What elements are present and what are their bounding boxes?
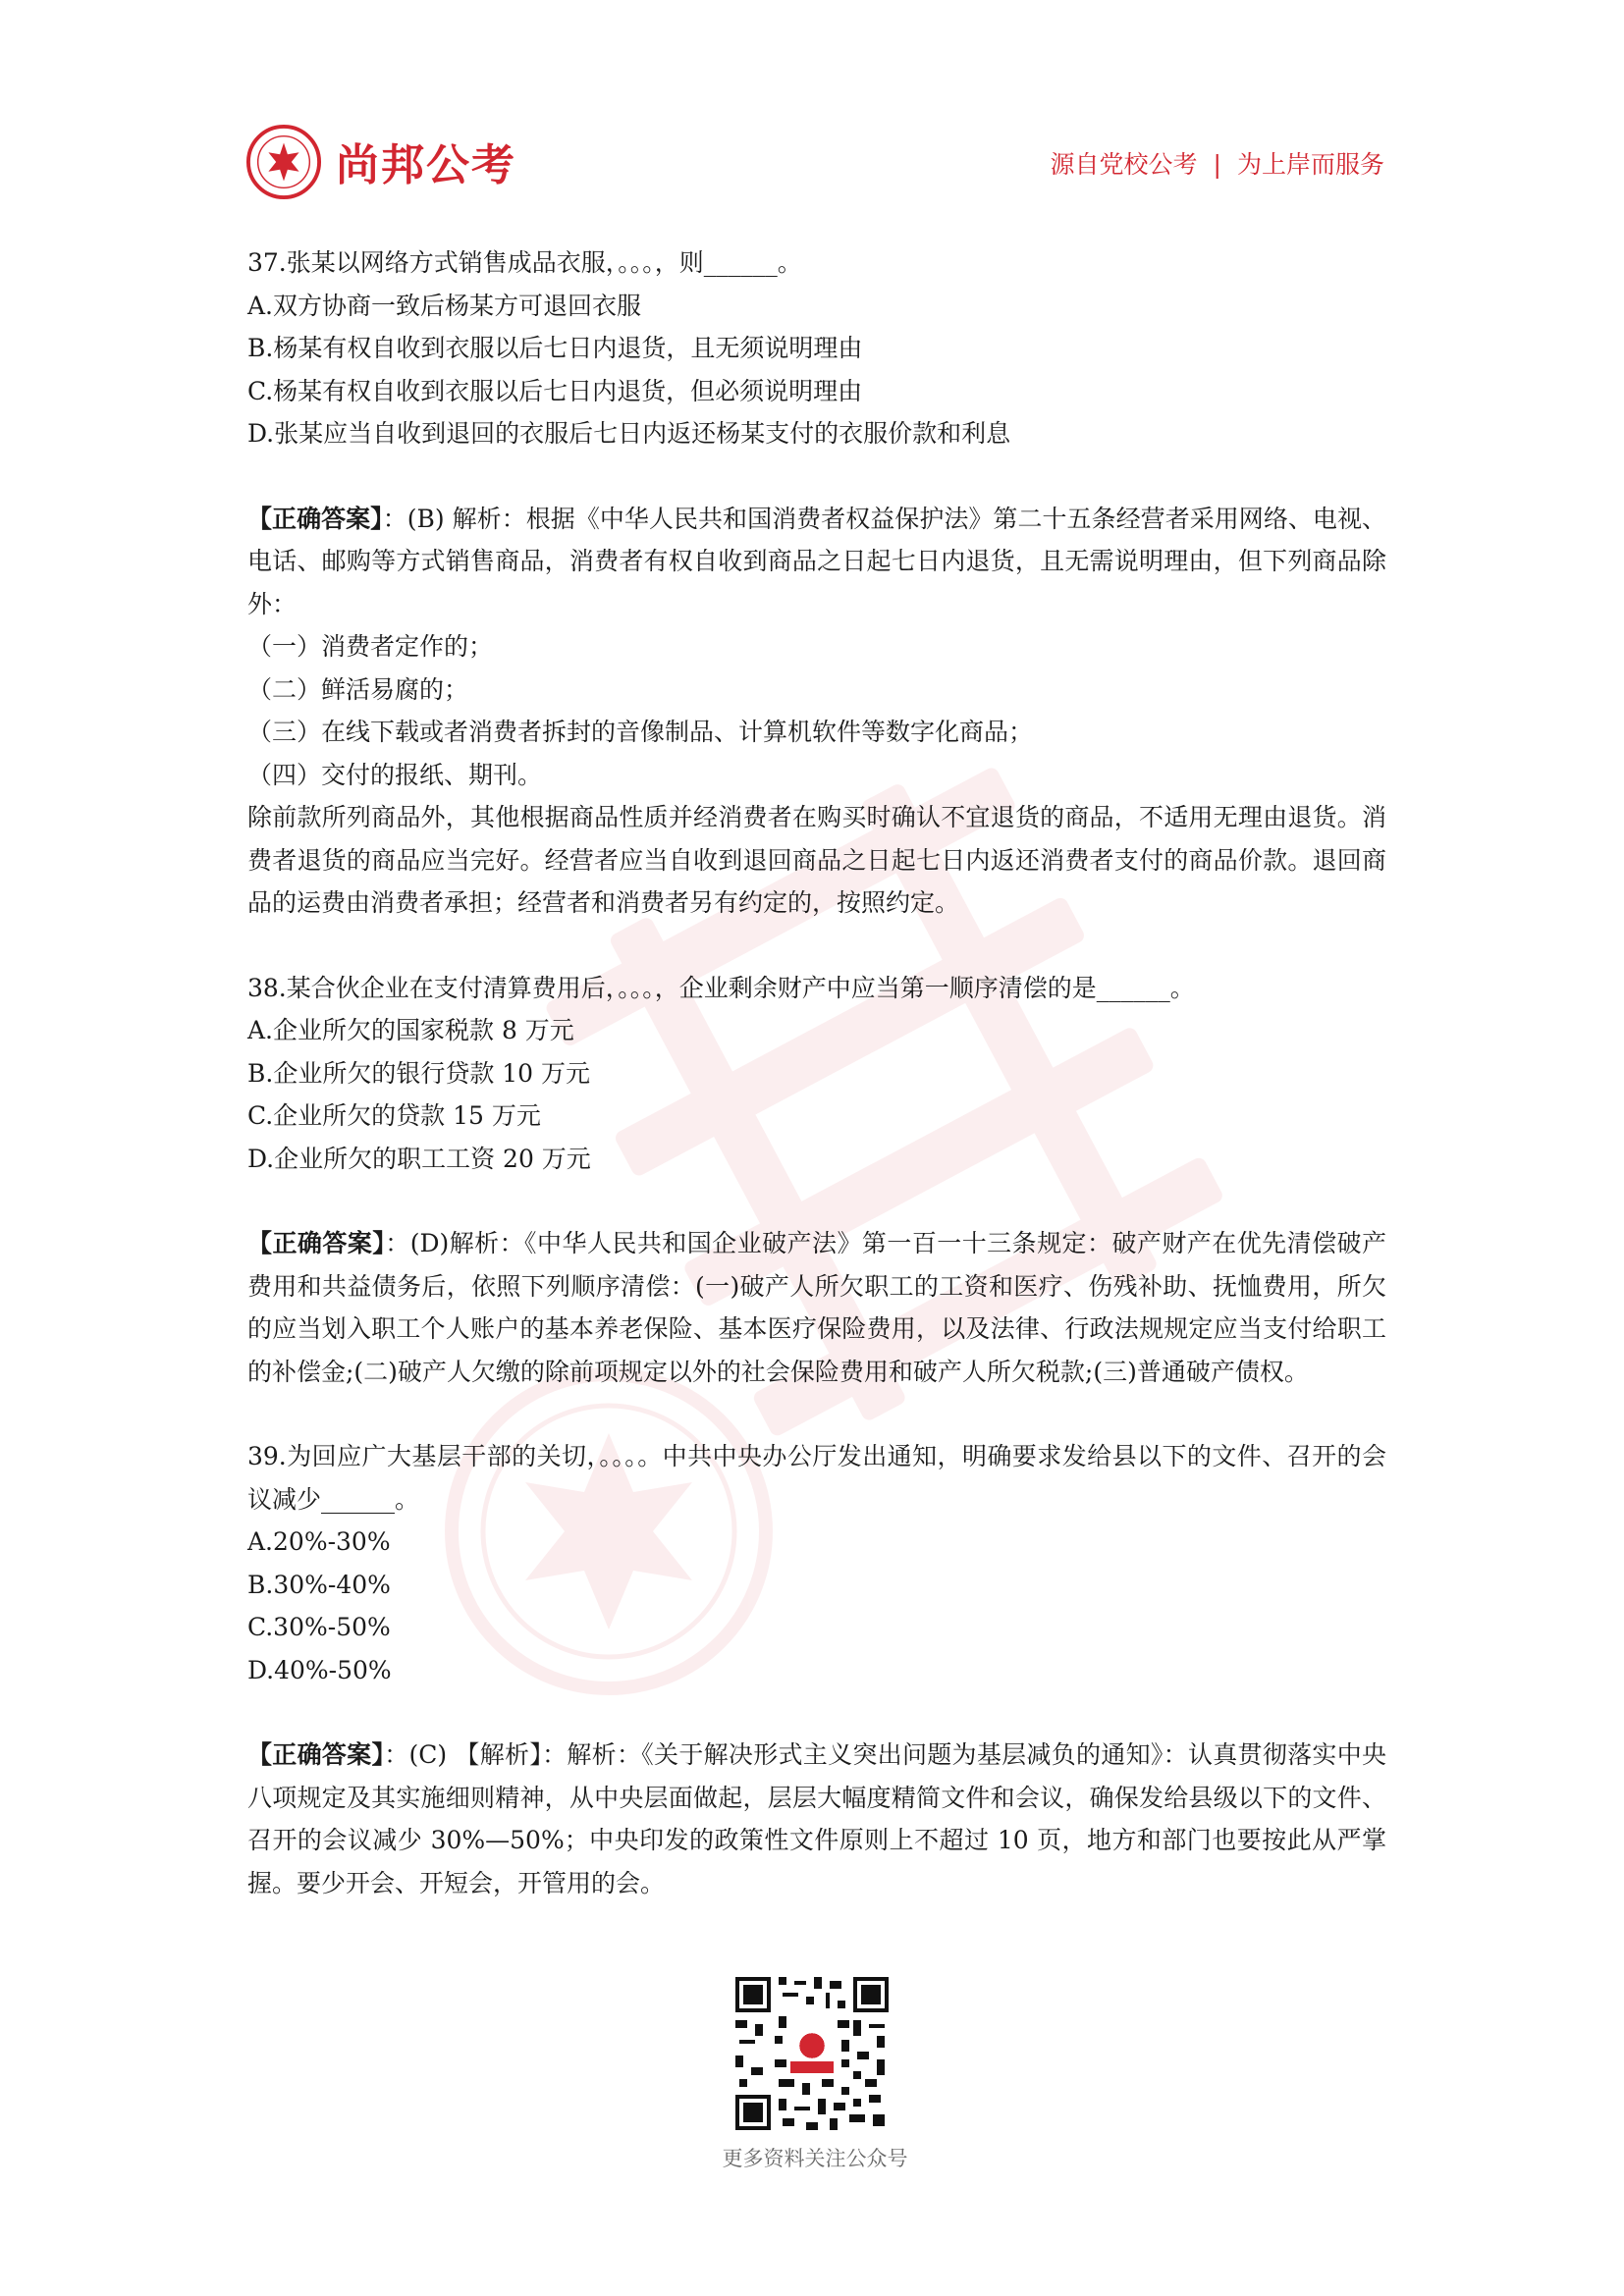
- question-stem: 39.为回应广大基层干部的关切，。。。。中共中央办公厅发出通知，明确要求发给县以下的文件、召开的会议减少______。: [247, 1442, 1386, 1514]
- answer-item: （二）鲜活易腐的；: [247, 674, 469, 704]
- qr-caption: 更多资料关注公众号: [722, 2147, 908, 2170]
- header-slogan: [1051, 145, 1384, 181]
- option-c: C.企业所欠的贷款 15 万元: [247, 1101, 541, 1130]
- question-39: [247, 1435, 1386, 1904]
- answer-explanation: [247, 498, 1386, 626]
- brand-seal-icon: [245, 124, 322, 200]
- document-body: [247, 241, 1386, 1904]
- slogan-separator: |: [1213, 150, 1221, 179]
- answer-text: ：(B) 解析：根据《中华人民共和国消费者权益保护法》第二十五条经营者采用网络、电视、电话、邮购等方式销售商品，消费者有权自收到商品之日起七日内退货，且无需说明理由，但下列商品除外：: [247, 504, 1386, 618]
- question-37: [247, 241, 1386, 925]
- question-stem: 38.某合伙企业在支付清算费用后，。。。，企业剩余财产中应当第一顺序清偿的是______。: [247, 973, 1195, 1002]
- answer-label: 【正确答案】: [247, 1229, 386, 1257]
- option-b: B.杨某有权自收到衣服以后七日内退货，且无须说明理由: [247, 334, 863, 362]
- answer-explanation: [247, 1734, 1386, 1904]
- slogan-left: 源自党校公考: [1050, 150, 1198, 179]
- answer-item: （一）消费者定作的；: [247, 632, 494, 661]
- answer-text: ：(C) 【解析】：解析：《关于解决形式主义突出问题为基层减负的通知》：认真贯彻落实中央八项规定及其实施细则精神，从中央层面做起，层层大幅度精简文件和会议，确保发给县级以下的文件、召开的会议减少 30%—50%；中央印发的政策性文件原则上不超过 10 页，地方和部门也要按此从严掌握。要少开会、开短会，开管用的会。: [247, 1740, 1386, 1897]
- option-d: D.40%-50%: [247, 1655, 392, 1684]
- answer-label: 【正确答案】: [247, 1740, 385, 1769]
- qr-code: [731, 1973, 896, 2134]
- option-d: D.张某应当自收到退回的衣服后七日内返还杨某支付的衣服价款和利息: [247, 419, 1011, 448]
- option-d: D.企业所欠的职工工资 20 万元: [247, 1144, 591, 1173]
- answer-item: （四）交付的报纸、期刊。: [247, 760, 543, 789]
- option-b: B.30%-40%: [247, 1570, 391, 1599]
- option-a: A.20%-30%: [247, 1527, 391, 1556]
- option-b: B.企业所欠的银行贷款 10 万元: [247, 1058, 591, 1088]
- answer-tail: 除前款所列商品外，其他根据商品性质并经消费者在购买时确认不宜退货的商品，不适用无理由退货。消费者退货的商品应当完好。经营者应当自收到退回商品之日起七日内返还消费者支付的商品价款。退回商品的运费由消费者承担；经营者和消费者另有约定的，按照约定。: [247, 803, 1386, 917]
- option-c: C.30%-50%: [247, 1613, 391, 1641]
- answer-explanation: [247, 1222, 1386, 1393]
- question-38: [247, 967, 1386, 1394]
- question-stem: 37.张某以网络方式销售成品衣服，。。。，则______。: [247, 248, 802, 277]
- brand-name: 尚邦公考: [336, 140, 516, 190]
- option-a: A.企业所欠的国家税款 8 万元: [247, 1016, 574, 1044]
- answer-item: （三）在线下载或者消费者拆封的音像制品、计算机软件等数字化商品；: [247, 718, 1034, 746]
- option-a: A.双方协商一致后杨某方可退回衣服: [247, 291, 642, 320]
- slogan-right: 为上岸而服务: [1236, 150, 1384, 179]
- page-header: [245, 118, 1384, 206]
- qr-code-icon: [731, 1973, 893, 2134]
- answer-text: ：(D)解析：《中华人民共和国企业破产法》第一百一十三条规定：破产财产在优先清偿破产费用和共益债务后，依照下列顺序清偿：(一)破产人所欠职工的工资和医疗、伤残补助、抚恤费用，所欠的应当划入职工个人账户的基本养老保险、基本医疗保险费用，以及法律、行政法规规定应当支付给职工的补偿金;(二)破产人欠缴的除前项规定以外的社会保险费用和破产人所欠税款;(三)普通破产债权。: [247, 1229, 1386, 1386]
- option-c: C.杨某有权自收到衣服以后七日内退货，但必须说明理由: [247, 376, 863, 405]
- answer-label: 【正确答案】: [247, 504, 383, 533]
